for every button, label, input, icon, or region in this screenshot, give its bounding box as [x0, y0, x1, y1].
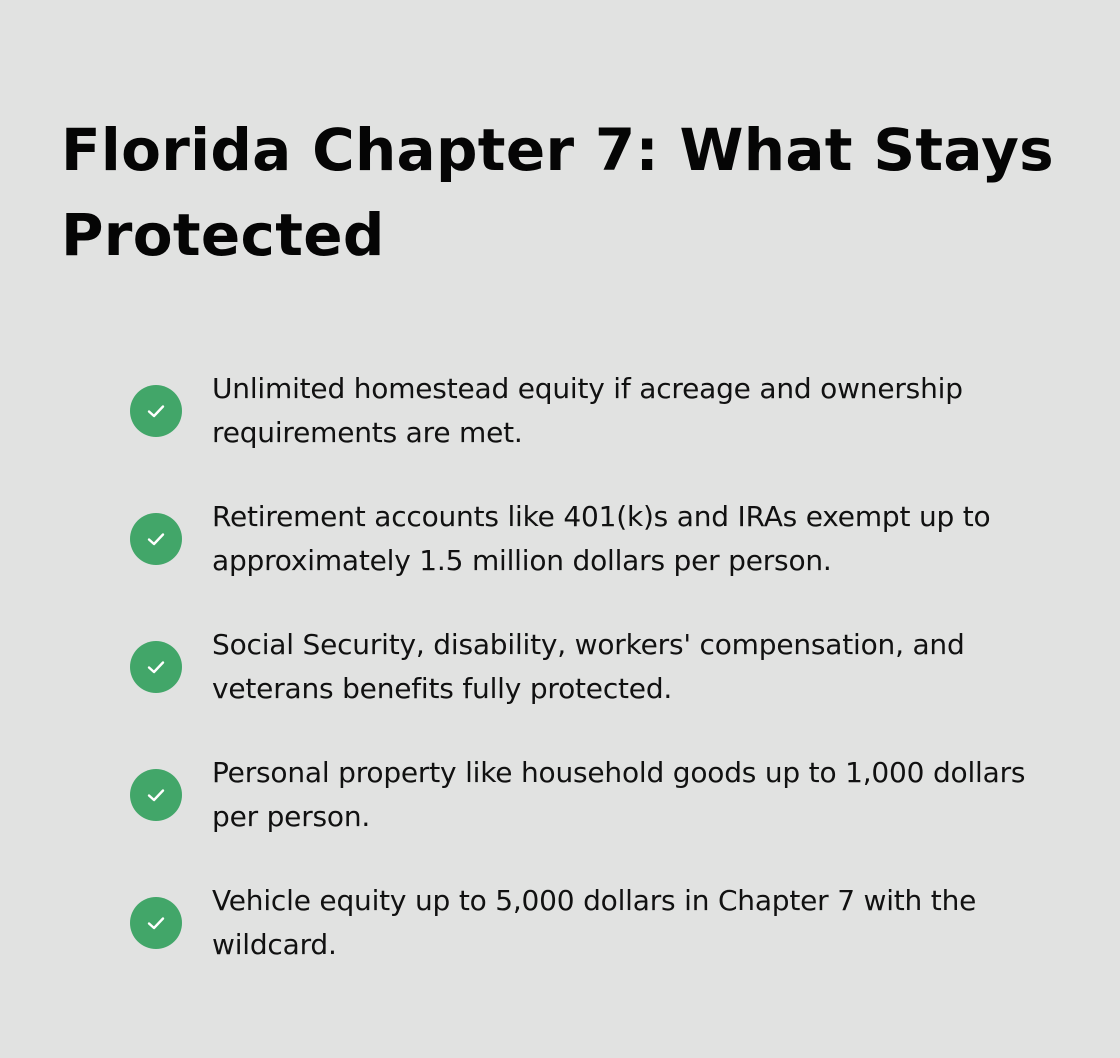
list-item: [130, 752, 1060, 838]
protected-assets-list: [130, 368, 1060, 1008]
check-circle-icon: [130, 385, 182, 437]
check-circle-icon: [130, 897, 182, 949]
list-item: [130, 496, 1060, 582]
list-item: [130, 368, 1060, 454]
list-item-text: Personal property like household goods up to 1,000 dollars per person.: [212, 756, 1026, 833]
list-item-text: Vehicle equity up to 5,000 dollars in Chapter 7 with the wildcard.: [212, 884, 977, 961]
page-title: Florida Chapter 7: What Stays Protected: [61, 116, 1055, 269]
list-item-text: Unlimited homestead equity if acreage and ownership requirements are met.: [212, 372, 963, 449]
check-circle-icon: [130, 513, 182, 565]
list-item: [130, 880, 1060, 966]
list-item-text: Social Security, disability, workers' compensation, and veterans benefits fully protected.: [212, 628, 965, 705]
list-item-text: Retirement accounts like 401(k)s and IRAs exempt up to approximately 1.5 million dollars per person.: [212, 500, 991, 577]
check-circle-icon: [130, 769, 182, 821]
list-item: [130, 624, 1060, 710]
check-circle-icon: [130, 641, 182, 693]
